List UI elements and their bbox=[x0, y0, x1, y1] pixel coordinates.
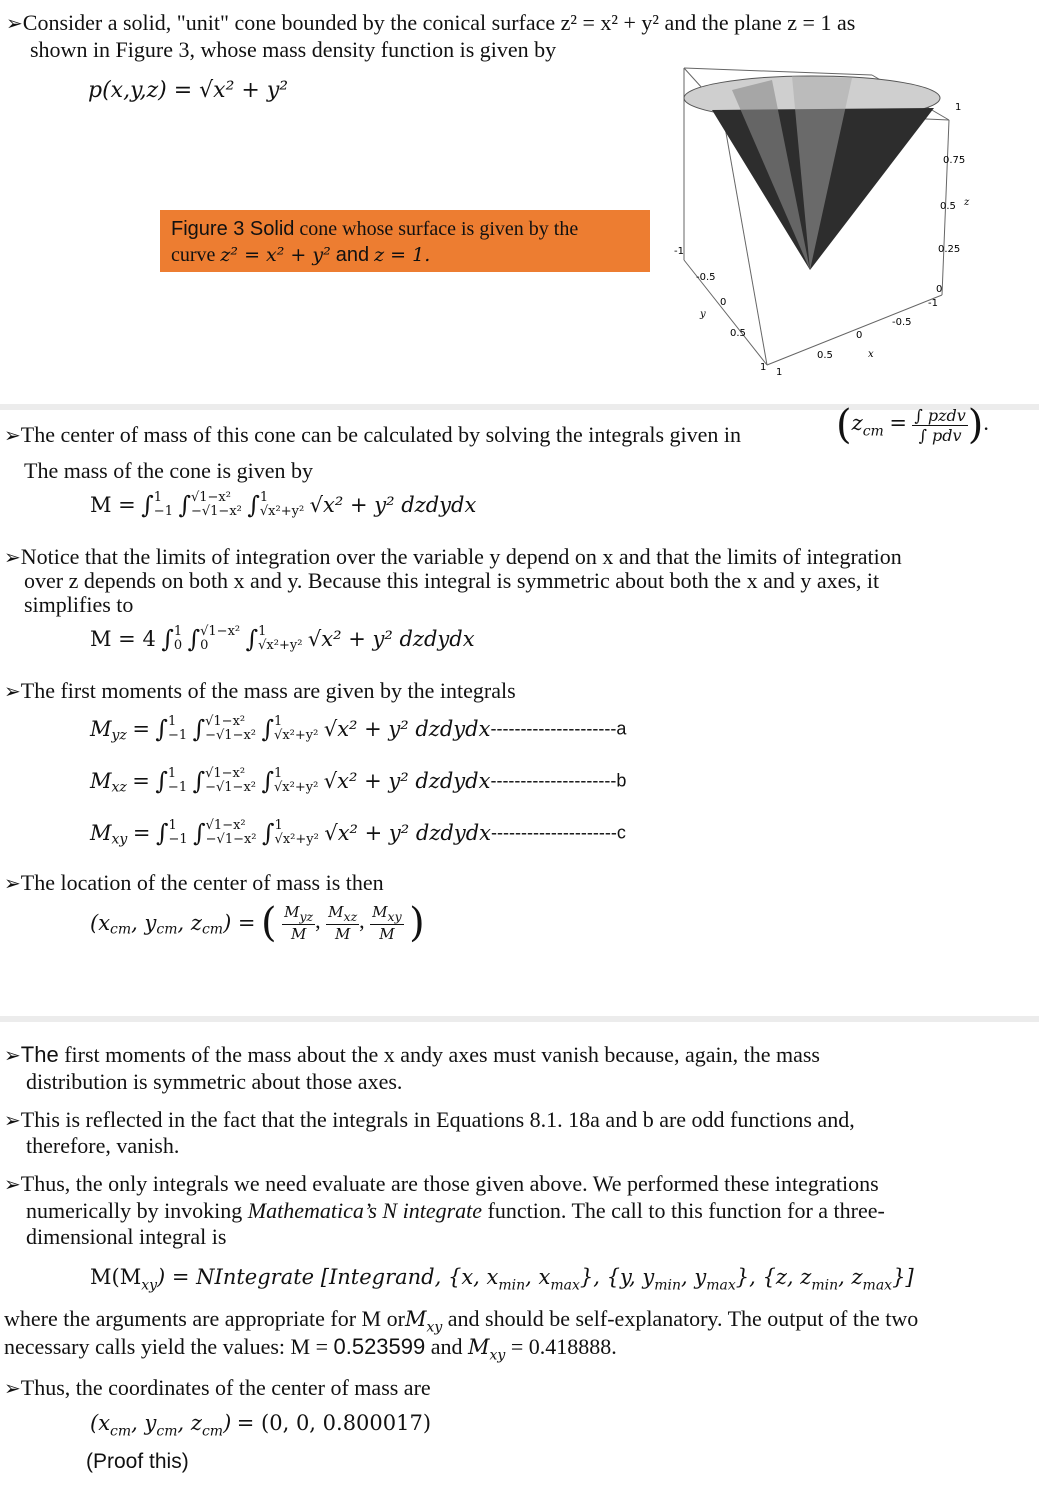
nintegrate-call: $M(M_{xy})$ = NIntegrate [Integrand, {x, $x_{min}$, $x_{max}$}, {y, $y_{min}$, $y_{max}$}, {z, $z_{min}$, $z_{max}$}] bbox=[90, 1265, 914, 1294]
y-tick-m05: -0.5 bbox=[696, 272, 716, 283]
vanish-line-1: ➢The first moments of the mass about the x andy axes must vanish because, again, the mass bbox=[4, 1042, 820, 1067]
z-axis-label: z bbox=[964, 197, 970, 208]
bullet-arrow-icon: ➢ bbox=[4, 545, 21, 569]
y-tick-m1: -1 bbox=[674, 246, 684, 257]
bullet-arrow-icon: ➢ bbox=[4, 1043, 21, 1067]
y-tick-05: 0.5 bbox=[730, 328, 746, 339]
mass-value: 0.523599 bbox=[333, 1334, 426, 1359]
x-tick-1: 1 bbox=[776, 367, 783, 378]
moment-mxz: $M_{xz}$ = ∫ 1 −1 ∫ √1−x² −√1−x² ∫ 1 √x²+y² √x² + y² dzdydx---------------------b bbox=[90, 765, 627, 796]
notice-line-1: ➢Notice that the limits of integration over the variable y depend on x and that the limits of integration bbox=[4, 544, 902, 569]
cone-3d-figure bbox=[672, 40, 972, 380]
first-moments-intro: ➢The first moments of the mass are given by the integrals bbox=[4, 678, 516, 703]
zcm-formula: ($z_{cm}$ = $\frac{\text{∫ pzdv}}{\text{∫ pdv}}$ ). bbox=[836, 402, 989, 448]
moment-mxy: $M_{xy}$ = ∫ 1 −1 ∫ √1−x² −√1−x² ∫ 1 √x²+y² √x² + y² dzdydx---------------------c bbox=[90, 817, 626, 848]
proof-note: (Proof this) bbox=[86, 1450, 189, 1473]
bullet-arrow-icon: ➢ bbox=[4, 871, 21, 895]
mass-integral-simplified: M = 4 ∫ 1 0 ∫ √1−x² 0 ∫ 1 √x²+y² √x² + y² dzdydx bbox=[90, 623, 475, 653]
center-of-mass-intro: ➢The center of mass of this cone can be calculated by solving the integrals given in bbox=[4, 422, 742, 447]
density-equation: p(x,y,z) = √x² + y² bbox=[88, 78, 289, 103]
mass-integral: M = ∫ 1 −1 ∫ √1−x² −√1−x² ∫ 1 √x²+y² √x² + y² dzdydx bbox=[90, 489, 477, 519]
center-of-mass-formula: ($x_{cm}$, $y_{cm}$, $z_{cm}$) = ( $\frac{M_{yz}}{M}$ , $\frac{M_{xz}}{M}$ , $\frac{M_{xy}}{M}$ ) bbox=[90, 900, 425, 946]
nintegrate-line-2: numerically by invoking Mathematica’s N integrate function. The call to this function for a three- bbox=[26, 1198, 885, 1223]
z-tick-1: 1 bbox=[955, 102, 962, 113]
y-tick-1: 1 bbox=[760, 362, 767, 373]
location-intro: ➢The location of the center of mass is then bbox=[4, 870, 384, 895]
bullet-arrow-icon: ➢ bbox=[4, 1108, 21, 1132]
bullet-arrow-icon: ➢ bbox=[4, 679, 21, 703]
slide-separator-2 bbox=[0, 1016, 1039, 1022]
figure-caption-line-1: Figure 3 Solid cone whose surface is given by the bbox=[171, 218, 579, 240]
x-tick-0: 0 bbox=[856, 330, 863, 341]
figure-caption-line-2: curve z² = x² + y² and z = 1. bbox=[171, 244, 431, 266]
intro-line-1: ➢Consider a solid, "unit" cone bounded by the conical surface z² = x² + y² and the plane z = 1 as bbox=[6, 10, 856, 35]
notice-line-2: over z depends on both x and y. Because this integral is symmetric about both the x and y axes, it bbox=[24, 568, 880, 593]
x-tick-m1: -1 bbox=[928, 298, 938, 309]
where-line-2: necessary calls yield the values: M = 0.523599 and $M_{xy} = 0.418888$. bbox=[4, 1334, 617, 1364]
y-axis-label: y bbox=[700, 309, 706, 320]
nintegrate-line-3: dimensional integral is bbox=[26, 1224, 227, 1249]
nintegrate-line-1: ➢Thus, the only integrals we need evaluate are those given above. We performed these integrations bbox=[4, 1171, 879, 1196]
bullet-arrow-icon: ➢ bbox=[4, 1172, 21, 1196]
bullet-arrow-icon: ➢ bbox=[4, 423, 21, 447]
x-tick-05: 0.5 bbox=[817, 350, 833, 361]
bullet-arrow-icon: ➢ bbox=[6, 11, 23, 35]
intro-line-2: shown in Figure 3, whose mass density function is given by bbox=[30, 37, 557, 62]
bullet-arrow-icon: ➢ bbox=[4, 1376, 21, 1400]
x-tick-m05: -0.5 bbox=[892, 317, 912, 328]
mass-intro: The mass of the cone is given by bbox=[24, 458, 313, 483]
z-tick-075: 0.75 bbox=[943, 155, 966, 166]
x-axis-label: x bbox=[868, 349, 874, 360]
thus-coordinates: ➢Thus, the coordinates of the center of mass are bbox=[4, 1375, 431, 1400]
center-of-mass-result: ($x_{cm}$, $y_{cm}$, $z_{cm}) = (0$, 0, 0.800017) bbox=[90, 1411, 432, 1440]
z-tick-05: 0.5 bbox=[940, 201, 956, 212]
y-tick-0: 0 bbox=[720, 297, 727, 308]
notice-line-3: simplifies to bbox=[24, 592, 134, 617]
z-tick-025: 0.25 bbox=[938, 244, 961, 255]
vanish-line-2: distribution is symmetric about those axes. bbox=[26, 1069, 403, 1094]
odd-functions-line-1: ➢This is reflected in the fact that the integrals in Equations 8.1. 18a and b are odd functions and, bbox=[4, 1107, 855, 1132]
moment-myz: $M_{yz}$ = ∫ 1 −1 ∫ √1−x² −√1−x² ∫ 1 √x²+y² √x² + y² dzdydx---------------------a bbox=[90, 713, 627, 744]
mxy-value: = 0.418888. bbox=[510, 1334, 617, 1359]
odd-functions-line-2: therefore, vanish. bbox=[26, 1133, 180, 1158]
z-tick-0: 0 bbox=[936, 284, 943, 295]
where-line-1: where the arguments are appropriate for M orM$_{xy}$ and should be self-explanatory. The output of the two bbox=[4, 1306, 919, 1336]
